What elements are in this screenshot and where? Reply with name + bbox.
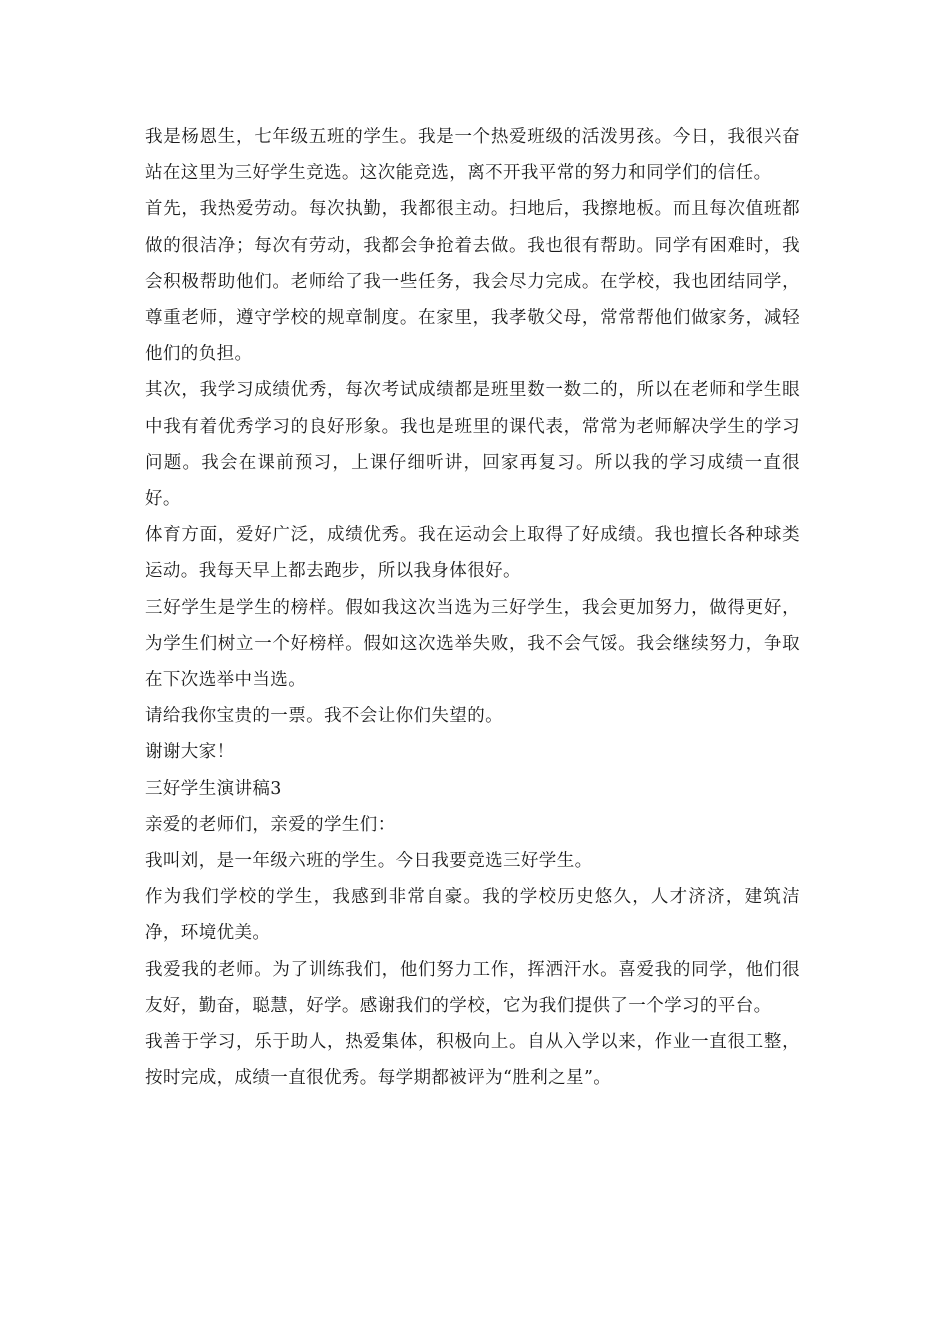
- paragraph-labor: 首先，我热爱劳动。每次执勤，我都很主动。扫地后，我擦地板。而且每次值班都做的很洁净；每次有劳动，我都会争抢着去做。我也很有帮助。同学有困难时，我会积极帮助他们。老师给了我一些任务，我会尽力完成。在学校，我也团结同学，尊重老师，遵守学校的规章制度。在家里，我孝敬父母，常常帮他们做家务，减轻他们的负担。: [145, 199, 800, 365]
- paragraph-thanks: 谢谢大家！: [145, 742, 235, 763]
- paragraph-intro: 我是杨恩生，七年级五班的学生。我是一个热爱班级的活泼男孩。今日，我很兴奋站在这里为三好学生竞选。这次能竞选，离不开我平常的努力和同学们的信任。: [145, 127, 800, 184]
- paragraph-teachers: 我爱我的老师。为了训练我们，他们努力工作，挥洒汗水。喜爱我的同学，他们很友好，勤奋，聪慧，好学。感谢我们的学校，它为我们提供了一个学习的平台。: [145, 959, 800, 1016]
- paragraph-role-model: 三好学生是学生的榜样。假如我这次当选为三好学生，我会更加努力，做得更好，为学生们树立一个好榜样。假如这次选举失败，我不会气馁。我会继续努力，争取在下次选举中当选。: [145, 597, 800, 691]
- paragraph-vote-request: 请给我你宝贵的一票。我不会让你们失望的。: [145, 706, 503, 727]
- document-body: [145, 119, 800, 1096]
- paragraph-school: 作为我们学校的学生，我感到非常自豪。我的学校历史悠久，人才济济，建筑洁净，环境优美。: [145, 887, 800, 944]
- paragraph-study: 其次，我学习成绩优秀，每次考试成绩都是班里数一数二的，所以在老师和学生眼中我有着优秀学习的良好形象。我也是班里的课代表，常常为老师解决学生的学习问题。我会在课前预习，上课仔细听讲，回家再复习。所以我的学习成绩一直很好。: [145, 380, 800, 510]
- paragraph-learning: 我善于学习，乐于助人，热爱集体，积极向上。自从入学以来，作业一直很工整，按时完成，成绩一直很优秀。每学期都被评为“胜利之星”。: [145, 1032, 800, 1089]
- paragraph-sports: 体育方面，爱好广泛，成绩优秀。我在运动会上取得了好成绩。我也擅长各种球类运动。我每天早上都去跑步，所以我身体很好。: [145, 525, 800, 582]
- paragraph-self-intro: 我叫刘，是一年级六班的学生。今日我要竞选三好学生。: [145, 851, 593, 872]
- section-heading: 三好学生演讲稿3: [145, 778, 282, 799]
- paragraph-greeting: 亲爱的老师们，亲爱的学生们：: [145, 814, 396, 835]
